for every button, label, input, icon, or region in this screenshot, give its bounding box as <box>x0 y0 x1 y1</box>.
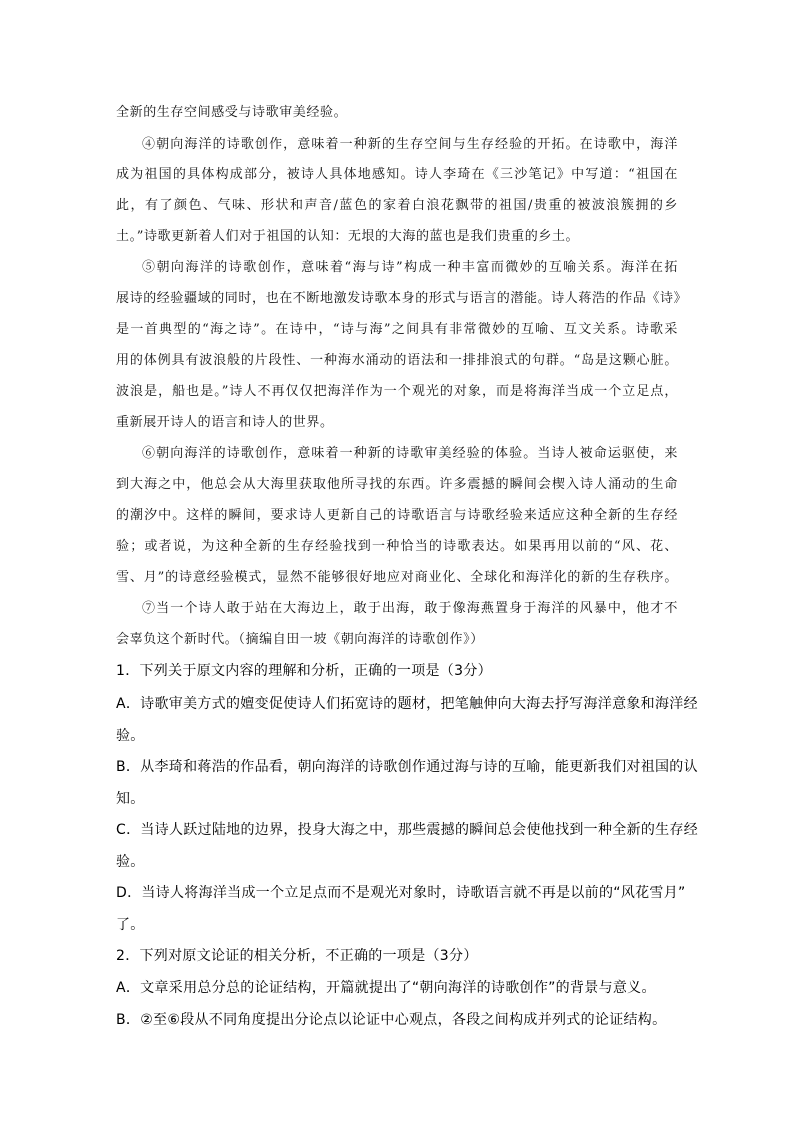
passage-line: 雪、月”的诗意经验模式，显然不能够很好地应对商业化、全球化和海洋化的新的生存秩序。 <box>116 570 678 585</box>
passage-line: 此，有了颜色、气味、形状和声音/蓝色的家着白浪花飘带的祖国/贵重的被波浪簇拥的乡 <box>116 198 678 213</box>
passage-line: 全新的生存空间感受与诗歌审美经验。 <box>116 105 348 120</box>
question-1-option-a: A．诗歌审美方式的嬗变促使诗人们拓宽诗的题材，把笔触伸向大海去抒写海洋意象和海洋经 <box>116 696 698 712</box>
passage-line: 到大海之中，他总会从大海里获取他所寻找的东西。许多震撼的瞬间会楔入诗人涌动的生命 <box>116 477 678 492</box>
question-1-option-c-cont: 验。 <box>116 854 145 870</box>
question-1-stem: 1．下列关于原文内容的理解和分析，正确的一项是（3分） <box>116 663 492 679</box>
passage-line: 验；或者说，为这种全新的生存经验找到一种恰当的诗歌表达。如果再用以前的“风、花、 <box>116 539 678 554</box>
passage-line: 会辜负这个新时代。（摘编自田一坡《朝向海洋的诗歌创作》） <box>116 632 484 647</box>
question-1-option-c: C．当诗人跃过陆地的边界，投身大海之中，那些震撼的瞬间总会使他找到一种全新的生存经 <box>116 822 699 838</box>
passage-line: 土。”诗歌更新着人们对于祖国的认知：无垠的大海的蓝也是我们贵重的乡土。 <box>116 229 580 244</box>
question-1-option-b-cont: 知。 <box>116 791 145 807</box>
question-2-option-b: B．②至⑥段从不同角度提出分论点以论证中心观点，各段之间构成并列式的论证结构。 <box>116 1012 667 1028</box>
question-1-option-b: B．从李琦和蒋浩的作品看，朝向海洋的诗歌创作通过海与诗的互喻，能更新我们对祖国的认 <box>116 759 698 775</box>
question-2-stem: 2．下列对原文论证的相关分析，不正确的一项是（3分） <box>116 948 478 964</box>
passage-line: 用的体例具有波浪般的片段性、一种海水涌动的语法和一排排浪式的句群。“岛是这颗心脏。 <box>116 353 678 368</box>
passage-line: 重新展开诗人的语言和诗人的世界。 <box>116 415 334 430</box>
passage-line: 是一首典型的“海之诗”。在诗中，“诗与海”之间具有非常微妙的互喻、互文关系。诗歌采 <box>116 322 678 337</box>
question-1-option-d: D．当诗人将海洋当成一个立足点而不是观光对象时，诗歌语言就不再是以前的“风花雪月” <box>116 885 686 901</box>
passage-line: ⑦当一个诗人敢于站在大海边上，敢于出海，敢于像海燕置身于海洋的风暴中，他才不 <box>142 601 678 616</box>
passage-line: ⑤朝向海洋的诗歌创作，意味着“海与诗”构成一种丰富而微妙的互喻关系。海洋在拓 <box>142 260 678 275</box>
passage-line: ④朝向海洋的诗歌创作，意味着一种新的生存空间与生存经验的开拓。在诗歌中，海洋 <box>142 137 678 152</box>
question-1-option-d-cont: 了。 <box>116 917 145 933</box>
question-1-option-a-cont: 验。 <box>116 728 145 744</box>
passage-line: 展诗的经验疆域的同时，也在不断地激发诗歌本身的形式与语言的潜能。诗人蒋浩的作品《诗》 <box>116 291 688 306</box>
passage-line: 波浪是，船也是。”诗人不再仅仅把海洋作为一个观光的对象，而是将海洋当成一个立足点， <box>116 384 678 399</box>
question-2-option-a: A．文章采用总分总的论证结构，开篇就提出了“朝向海洋的诗歌创作”的背景与意义。 <box>116 980 656 996</box>
passage-line: 的潮汐中。这样的瞬间，要求诗人更新自己的诗歌语言与诗歌经验来适应这种全新的生存经 <box>116 508 678 523</box>
passage-line: 成为祖国的具体构成部分，被诗人具体地感知。诗人李琦在《三沙笔记》中写道：“祖国在 <box>116 167 678 182</box>
passage-line: ⑥朝向海洋的诗歌创作，意味着一种新的诗歌审美经验的体验。当诗人被命运驱使，来 <box>142 446 678 461</box>
